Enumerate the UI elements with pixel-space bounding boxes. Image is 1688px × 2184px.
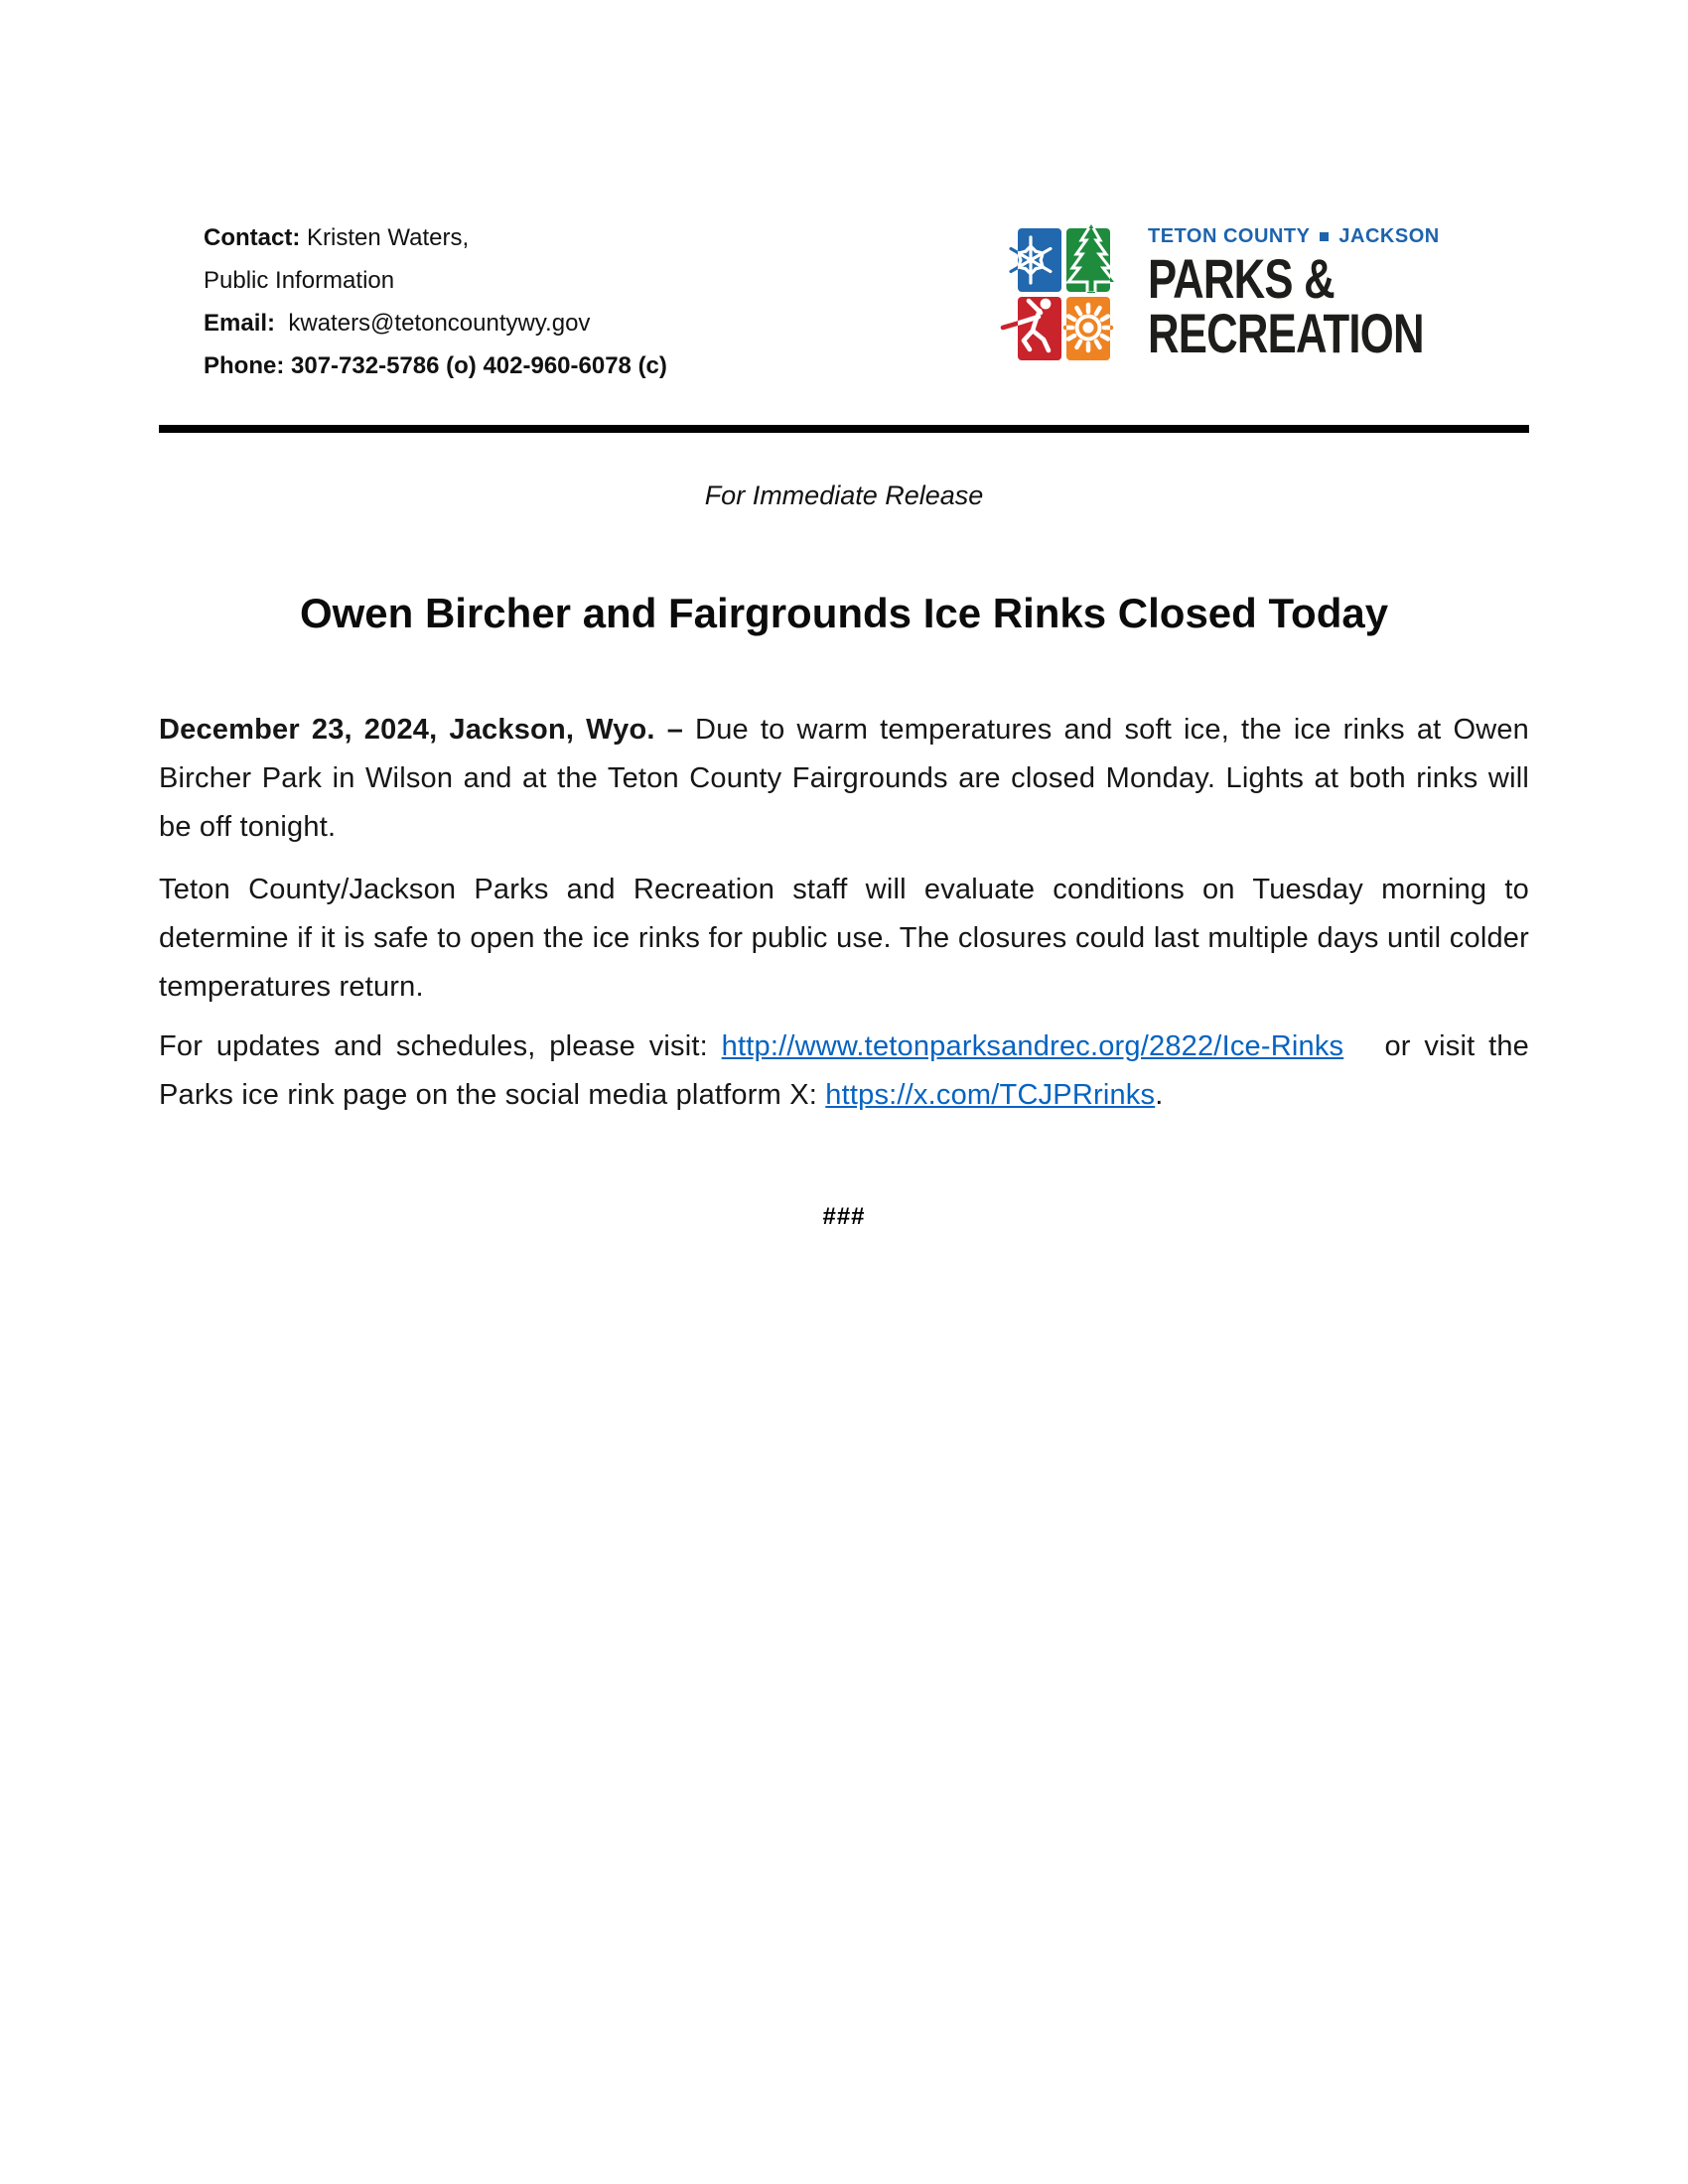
logo-tiles [988, 220, 1142, 369]
paragraph-dateline [159, 706, 1529, 852]
logo-tagline-right: JACKSON [1338, 225, 1440, 247]
paragraph-links [159, 1023, 1529, 1120]
contact-line [204, 216, 667, 259]
links-middle-text: or visit the Parks ice rink page on the social media platform X: [159, 1030, 1529, 1111]
headline: Owen Bircher and Fairgrounds Ice Rinks Closed Today [299, 590, 1389, 636]
email-label: Email: [204, 310, 276, 337]
dateline-rest: Due to warm temperatures and soft ice, the ice rinks at Owen Bircher Park in Wilson and at the Teton County Fairgrounds are closed Monday. Lights at both rinks will be off tonight. [159, 714, 1529, 843]
contact-name: Kristen Waters, [300, 224, 470, 251]
ice-rinks-link[interactable]: http://www.tetonparksandrec.org/2822/Ice-Rinks [721, 1030, 1344, 1062]
dateline-lead: December 23, 2024, Jackson, Wyo. – [159, 714, 684, 746]
logo-text [1148, 220, 1501, 364]
logo-tagline-left: TETON COUNTY [1148, 225, 1311, 247]
divider-rule [159, 425, 1529, 433]
logo-title-line1: PARKS & [1148, 247, 1335, 310]
email-value: kwaters@tetoncountywy.gov [275, 310, 591, 337]
square-bullet-icon [1320, 232, 1329, 241]
parks-rec-logo [988, 220, 1501, 369]
contact-dept: Public Information [204, 267, 395, 294]
logo-tagline [1148, 224, 1501, 248]
contact-email-line [204, 302, 667, 344]
release-line: For Immediate Release [704, 480, 984, 510]
contact-phone-line: Phone: 307-732-5786 (o) 402-960-6078 (c) [204, 352, 667, 379]
end-marker: ### [822, 1203, 866, 1230]
x-page-link[interactable]: https://x.com/TCJPRrinks [825, 1079, 1156, 1111]
links-intro-text: For updates and schedules, please visit: [159, 1030, 722, 1062]
contact-block [204, 216, 667, 387]
links-closing-period: . [1155, 1079, 1164, 1111]
logo-title-line2: RECREATION [1148, 302, 1424, 364]
paragraph-evaluation: Teton County/Jackson Parks and Recreation staff will evaluate conditions on Tuesday morning to determine if it is safe to open the ice rinks for public use. The closures could last multiple days until colder temperatures return. [159, 874, 1529, 1003]
contact-label: Contact: [204, 224, 301, 251]
